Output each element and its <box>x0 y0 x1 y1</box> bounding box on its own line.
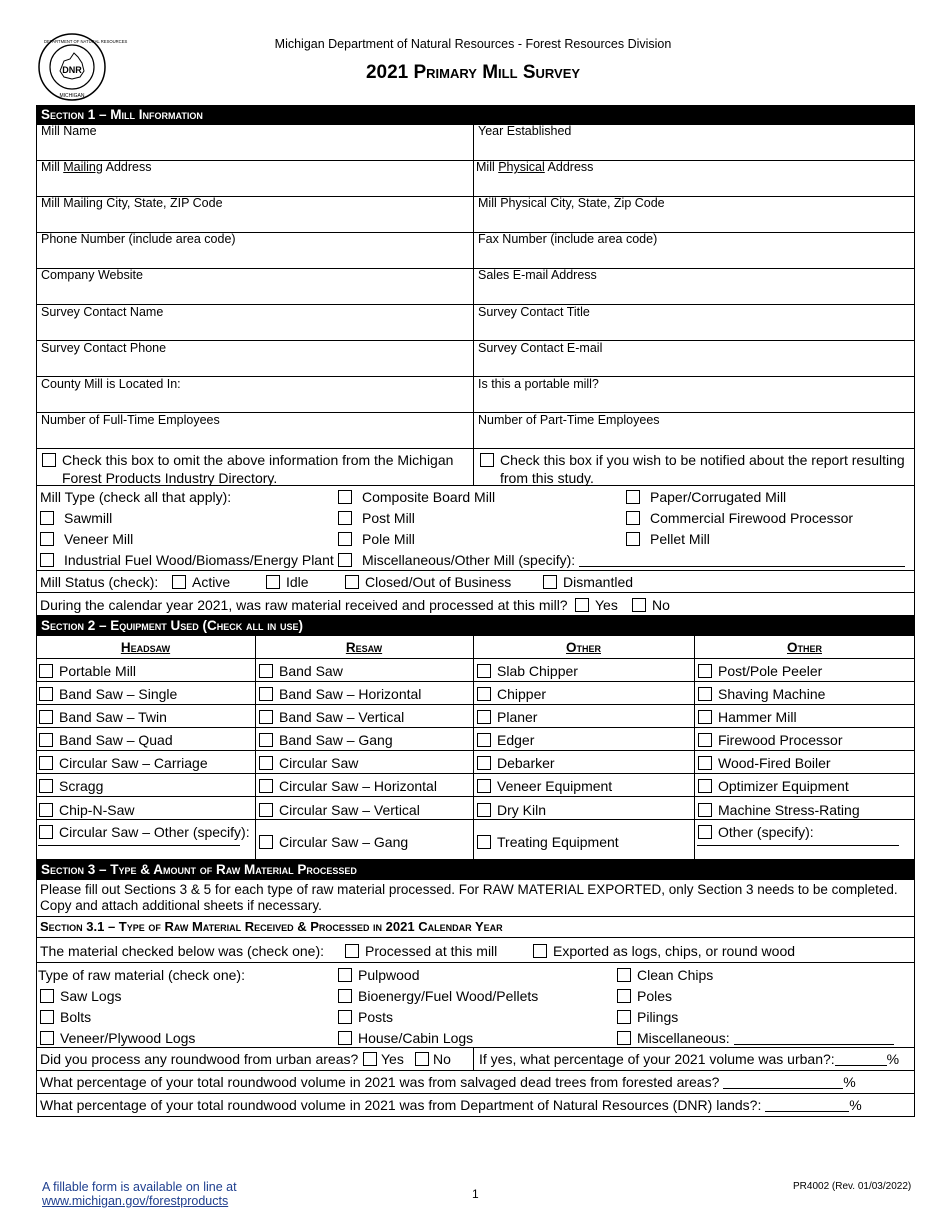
equip-wood-fired-boiler[interactable]: Wood-Fired Boiler <box>698 755 831 771</box>
field-county[interactable]: County Mill is Located In: <box>41 377 181 391</box>
equip-debarker[interactable]: Debarker <box>477 755 555 771</box>
urban-yes[interactable]: Yes <box>363 1051 404 1067</box>
raw-material-question: During the calendar year 2021, was raw material received and processed at this mill? <box>40 597 568 613</box>
other-equipment-line[interactable] <box>697 845 899 846</box>
section-2-header: Section 2 – Equipment Used (Check all in use) <box>36 616 915 635</box>
field-company-website[interactable]: Company Website <box>41 268 143 282</box>
equip-band-saw-twin[interactable]: Band Saw – Twin <box>39 709 167 725</box>
equip-band-saw-single[interactable]: Band Saw – Single <box>39 686 177 702</box>
equip-hammer-mill[interactable]: Hammer Mill <box>698 709 797 725</box>
equip-edger[interactable]: Edger <box>477 732 534 748</box>
logo-center-text: DNR <box>62 65 82 75</box>
equip-band-saw-horizontal[interactable]: Band Saw – Horizontal <box>259 686 421 702</box>
dnr-question[interactable]: What percentage of your total roundwood volume in 2021 was from Department of Natural Resources (DNR) lands?: % <box>40 1097 862 1113</box>
col-head-resaw: Resaw <box>345 640 383 655</box>
raw-type-poles[interactable]: Poles <box>617 988 672 1004</box>
raw-type-cabin-logs[interactable]: House/Cabin Logs <box>338 1030 473 1046</box>
equip-chipper[interactable]: Chipper <box>477 686 546 702</box>
equip-slab-chipper[interactable]: Slab Chipper <box>477 663 578 679</box>
mill-type-label: Mill Type (check all that apply): <box>40 489 232 505</box>
equip-resaw-band-saw[interactable]: Band Saw <box>259 663 343 679</box>
mill-type-firewood[interactable]: Commercial Firewood Processor <box>626 510 853 526</box>
salvage-pct-line[interactable] <box>723 1088 843 1089</box>
circular-saw-other-line[interactable] <box>38 845 240 846</box>
raw-type-label: Type of raw material (check one): <box>38 967 245 983</box>
field-portable-mill[interactable]: Is this a portable mill? <box>478 377 599 391</box>
equip-circular-saw-gang[interactable]: Circular Saw – Gang <box>259 834 408 850</box>
equip-portable-mill[interactable]: Portable Mill <box>39 663 136 679</box>
misc-mill-specify-line[interactable] <box>579 566 905 567</box>
raw-type-miscellaneous[interactable]: Miscellaneous: <box>617 1030 894 1046</box>
status-idle[interactable]: Idle <box>266 574 309 590</box>
notify-report-option <box>479 451 911 487</box>
raw-material-no[interactable]: No <box>632 597 670 613</box>
fillable-form-link[interactable]: www.michigan.gov/forestproducts <box>42 1194 229 1208</box>
field-mill-physical-address[interactable]: Mill Physical Address <box>476 160 594 174</box>
raw-type-pulpwood[interactable]: Pulpwood <box>338 967 420 983</box>
field-mill-physical-city[interactable]: Mill Physical City, State, Zip Code <box>478 196 665 210</box>
page-number: 1 <box>472 1187 479 1201</box>
equip-other-specify[interactable]: Other (specify): <box>698 824 814 840</box>
urban-pct-line[interactable] <box>835 1065 887 1066</box>
mill-type-misc[interactable]: Miscellaneous/Other Mill (specify): <box>338 552 905 568</box>
equip-band-saw-gang[interactable]: Band Saw – Gang <box>259 732 393 748</box>
field-part-time-employees[interactable]: Number of Part-Time Employees <box>478 413 660 427</box>
equip-band-saw-vertical[interactable]: Band Saw – Vertical <box>259 709 404 725</box>
urban-percentage[interactable]: If yes, what percentage of your 2021 volume was urban?: % <box>479 1051 900 1067</box>
salvage-question[interactable]: What percentage of your total roundwood volume in 2021 was from salvaged dead trees from forested areas? % <box>40 1074 856 1090</box>
urban-question: Did you process any roundwood from urban areas? <box>40 1051 359 1067</box>
exported-option[interactable]: Exported as logs, chips, or round wood <box>533 943 795 959</box>
raw-type-bioenergy[interactable]: Bioenergy/Fuel Wood/Pellets <box>338 988 538 1004</box>
field-survey-contact-name[interactable]: Survey Contact Name <box>41 305 164 319</box>
equip-treating-equipment[interactable]: Treating Equipment <box>477 834 619 850</box>
mill-type-composite[interactable]: Composite Board Mill <box>338 489 495 505</box>
status-closed[interactable]: Closed/Out of Business <box>345 574 511 590</box>
equip-circular-saw-carriage[interactable]: Circular Saw – Carriage <box>39 755 208 771</box>
processed-at-mill-option[interactable]: Processed at this mill <box>345 943 497 959</box>
urban-no[interactable]: No <box>415 1051 451 1067</box>
field-mill-mailing-city[interactable]: Mill Mailing City, State, ZIP Code <box>41 196 223 210</box>
fillable-form-note: A fillable form is available on line at <box>42 1180 237 1194</box>
equip-veneer-equipment[interactable]: Veneer Equipment <box>477 778 612 794</box>
mill-type-industrial-fuel[interactable]: Industrial Fuel Wood/Biomass/Energy Plant <box>40 552 334 568</box>
raw-type-bolts[interactable]: Bolts <box>40 1009 91 1025</box>
equip-chip-n-saw[interactable]: Chip-N-Saw <box>39 802 134 818</box>
equip-scragg[interactable]: Scragg <box>39 778 103 794</box>
notify-report-checkbox[interactable] <box>480 453 494 467</box>
equip-dry-kiln[interactable]: Dry Kiln <box>477 802 546 818</box>
mill-type-pole[interactable]: Pole Mill <box>338 531 415 547</box>
equip-firewood-processor[interactable]: Firewood Processor <box>698 732 843 748</box>
misc-raw-line[interactable] <box>734 1044 894 1045</box>
col-head-headsaw: Headsaw <box>120 640 171 655</box>
mill-type-pellet[interactable]: Pellet Mill <box>626 531 710 547</box>
dnr-pct-line[interactable] <box>765 1111 849 1112</box>
mill-type-paper[interactable]: Paper/Corrugated Mill <box>626 489 786 505</box>
equip-planer[interactable]: Planer <box>477 709 537 725</box>
mill-status-label: Mill Status (check): <box>40 574 159 590</box>
equip-post-pole-peeler[interactable]: Post/Pole Peeler <box>698 663 822 679</box>
section-1-header: Section 1 – Mill Information <box>36 105 915 124</box>
field-survey-contact-email[interactable]: Survey Contact E-mail <box>478 341 603 355</box>
field-fax-number[interactable]: Fax Number (include area code) <box>478 232 658 246</box>
raw-type-saw-logs[interactable]: Saw Logs <box>40 988 121 1004</box>
equip-optimizer[interactable]: Optimizer Equipment <box>698 778 849 794</box>
equip-circular-saw-horizontal[interactable]: Circular Saw – Horizontal <box>259 778 437 794</box>
omit-directory-checkbox[interactable] <box>42 453 56 467</box>
col-head-other-1: Other <box>565 640 601 655</box>
notify-report-label: Check this box if you wish to be notified about the report resulting from this study. <box>500 452 905 486</box>
mill-type-sawmill[interactable]: Sawmill <box>40 510 112 526</box>
field-sales-email[interactable]: Sales E-mail Address <box>478 268 597 282</box>
field-year-established[interactable]: Year Established <box>478 124 572 138</box>
section-3-intro: Please fill out Sections 3 & 5 for each type of raw material processed. For RAW MATERIAL EXPORTED, only Section 3 needs to be completed. Copy and attach additional sheets if necessary. <box>40 882 898 913</box>
raw-material-yes[interactable]: Yes <box>575 597 618 613</box>
field-full-time-employees[interactable]: Number of Full-Time Employees <box>41 413 220 427</box>
field-survey-contact-title[interactable]: Survey Contact Title <box>478 305 590 319</box>
status-dismantled[interactable]: Dismantled <box>543 574 633 590</box>
field-survey-contact-phone[interactable]: Survey Contact Phone <box>41 341 167 355</box>
raw-type-pilings[interactable]: Pilings <box>617 1009 678 1025</box>
raw-type-posts[interactable]: Posts <box>338 1009 393 1025</box>
raw-type-clean-chips[interactable]: Clean Chips <box>617 967 713 983</box>
omit-directory-option <box>41 451 466 487</box>
logo-bottom-text: MICHIGAN <box>59 93 85 99</box>
equip-circular-saw-other[interactable]: Circular Saw – Other (specify): <box>39 824 250 840</box>
field-mill-name[interactable]: Mill Name <box>41 124 97 138</box>
field-phone-number[interactable]: Phone Number (include area code) <box>41 232 236 246</box>
raw-type-veneer-logs[interactable]: Veneer/Plywood Logs <box>40 1030 195 1046</box>
status-active[interactable]: Active <box>172 574 230 590</box>
equip-machine-stress-rating[interactable]: Machine Stress-Rating <box>698 802 860 818</box>
equip-band-saw-quad[interactable]: Band Saw – Quad <box>39 732 173 748</box>
section-3-1-header: Section 3.1 – Type of Raw Material Received & Processed in 2021 Calendar Year <box>40 919 503 934</box>
mill-type-post[interactable]: Post Mill <box>338 510 415 526</box>
section-1-grid <box>36 124 915 486</box>
mill-type-veneer[interactable]: Veneer Mill <box>40 531 133 547</box>
omit-directory-label: Check this box to omit the above information from the Michigan Forest Products Industry Directory. <box>62 452 454 486</box>
page-title: 2021 Primary Mill Survey <box>365 62 581 83</box>
material-checked-label: The material checked below was (check one): <box>40 943 325 959</box>
equip-circular-saw-vertical[interactable]: Circular Saw – Vertical <box>259 802 420 818</box>
form-code: PR4002 (Rev. 01/03/2022) <box>793 1181 912 1192</box>
col-head-other-2: Other <box>786 640 822 655</box>
logo-ring-text: DEPARTMENT OF NATURAL RESOURCES <box>44 39 128 44</box>
agency-name: Michigan Department of Natural Resources - Forest Resources Division <box>274 37 672 51</box>
equip-shaving-machine[interactable]: Shaving Machine <box>698 686 825 702</box>
field-mill-mailing-address[interactable]: Mill Mailing Address <box>41 160 152 174</box>
equip-circular-saw[interactable]: Circular Saw <box>259 755 358 771</box>
section-3-header: Section 3 – Type & Amount of Raw Material Processed <box>36 860 915 879</box>
